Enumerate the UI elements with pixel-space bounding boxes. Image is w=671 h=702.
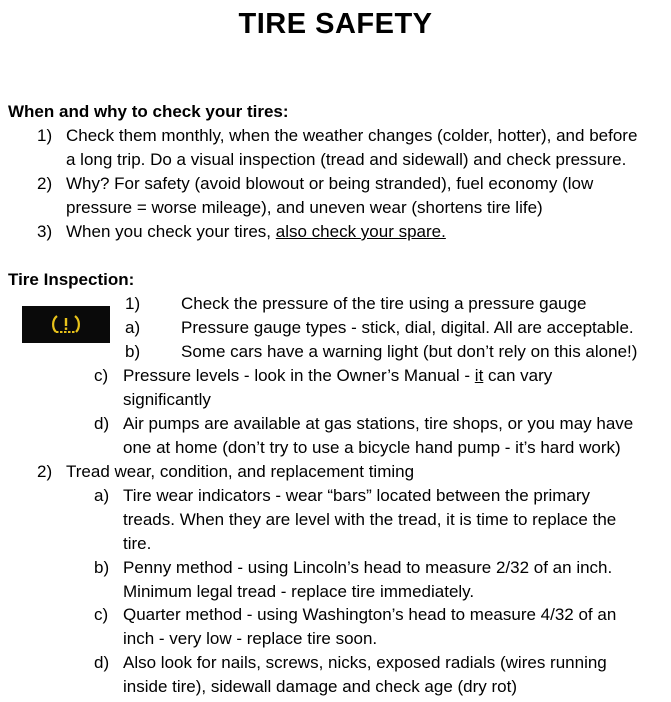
list-number: 2) [37, 174, 53, 193]
list-item-text: tire. [123, 534, 152, 553]
list-letter: a) [94, 486, 110, 505]
list-item-text: Why? For safety (avoid blowout or being stranded), fuel economy (low [66, 174, 594, 193]
list-item-text: Some cars have a warning light (but don’t rely on this alone!) [181, 342, 638, 361]
list-letter: c) [94, 605, 109, 624]
list-item-text: significantly [123, 390, 211, 409]
list-item-text: Air pumps are available at gas stations, tire shops, or you may have [123, 414, 634, 433]
tire-pressure-warning-light [22, 306, 110, 343]
list-letter: c) [94, 366, 109, 385]
list-number: 2) [37, 462, 53, 481]
list-number: 1) [125, 294, 141, 313]
list-item-text-plain: Pressure levels - look in the Owner’s Manual - [123, 366, 475, 385]
list-number: 3) [37, 222, 53, 241]
list-number: 1) [37, 126, 53, 145]
list-item-text: Check the pressure of the tire using a pressure gauge [181, 294, 587, 313]
list-letter: b) [125, 342, 141, 361]
list-item-text [123, 364, 552, 388]
underlined-text: it [474, 366, 484, 385]
list-item-text: Also look for nails, screws, nicks, exposed radials (wires running [123, 653, 607, 672]
list-letter: d) [94, 653, 110, 672]
section-heading-when-why: When and why to check your tires: [8, 102, 289, 121]
tire-pressure-warning-icon [49, 313, 83, 337]
list-item-text: one at home (don’t try to use a bicycle hand pump - it’s hard work) [123, 438, 621, 457]
list-letter: a) [125, 318, 141, 337]
list-item-text-plain: can vary [483, 366, 553, 385]
list-item-text-plain: When you check your tires, [66, 222, 276, 241]
list-letter: b) [94, 558, 110, 577]
list-item-text: Penny method - using Lincoln’s head to measure 2/32 of an inch. [123, 558, 613, 577]
list-item-text: Tread wear, condition, and replacement timing [66, 462, 415, 481]
list-item-text: Check them monthly, when the weather changes (colder, hotter), and before [66, 126, 638, 145]
list-item-text: pressure = worse mileage), and uneven wear (shortens tire life) [66, 198, 543, 217]
list-item-text: Quarter method - using Washington’s head to measure 4/32 of an [123, 605, 617, 624]
page-title: TIRE SAFETY [238, 8, 433, 40]
list-item-text: Tire wear indicators - wear “bars” located between the primary [123, 486, 591, 505]
list-item-text: inside tire), sidewall damage and check age (dry rot) [123, 677, 518, 696]
list-item-text: Minimum legal tread - replace tire immediately. [123, 582, 475, 601]
list-item-text: inch - very low - replace tire soon. [123, 629, 378, 648]
section-heading-tire-inspection: Tire Inspection: [8, 270, 135, 289]
list-item-text: treads. When they are level with the tread, it is time to replace the [123, 510, 617, 529]
list-item-text [66, 220, 446, 244]
list-item-text: a long trip. Do a visual inspection (tread and sidewall) and check pressure. [66, 150, 627, 169]
list-letter: d) [94, 414, 110, 433]
underlined-text: also check your spare. [275, 222, 446, 241]
list-item-text: Pressure gauge types - stick, dial, digital. All are acceptable. [181, 318, 634, 337]
